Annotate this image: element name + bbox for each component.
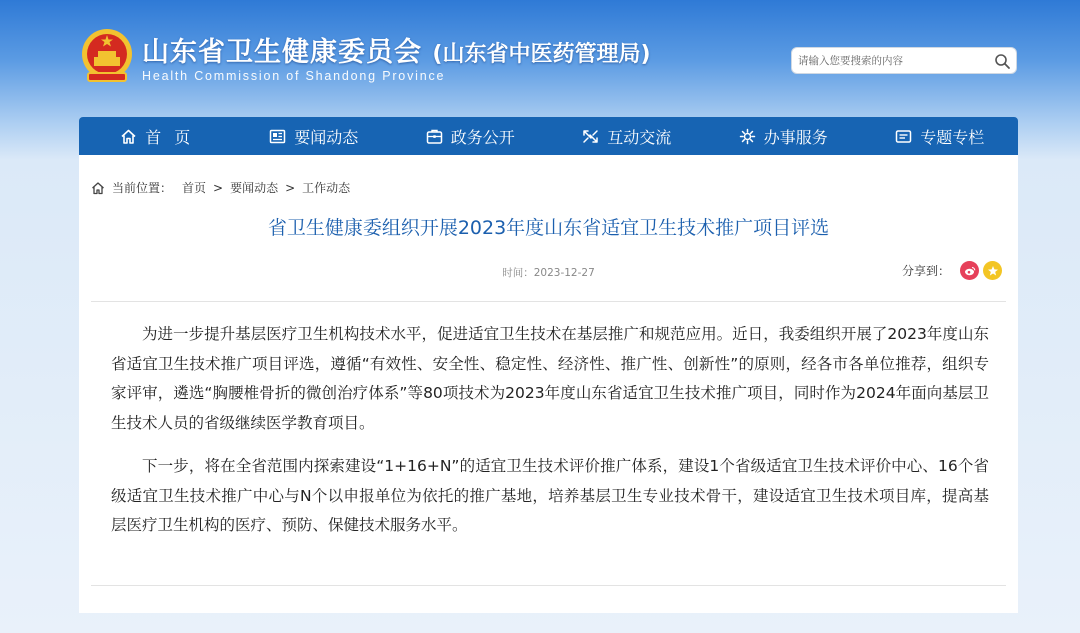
nav-item-news[interactable] <box>236 117 393 155</box>
nav-item-label: 办事服务 <box>763 127 828 147</box>
nav-item-label: 首 页 <box>145 127 195 147</box>
search-icon[interactable] <box>994 53 1011 70</box>
nav-item-label: 要闻动态 <box>294 127 359 147</box>
nav-item-interaction[interactable] <box>549 117 706 155</box>
nav-item-home[interactable] <box>79 117 236 155</box>
nav-item-label: 政务公开 <box>450 127 515 147</box>
breadcrumb-link-home[interactable]: 首页 <box>182 181 207 195</box>
topic-icon <box>895 128 912 145</box>
divider <box>91 585 1006 586</box>
breadcrumb-link-work[interactable]: 工作动态 <box>302 181 351 195</box>
weibo-share-icon[interactable] <box>960 261 979 280</box>
home-icon <box>120 128 137 145</box>
site-title-main: 山东省卫生健康委员会 <box>142 37 422 68</box>
home-icon <box>91 181 105 195</box>
site-title <box>142 30 651 69</box>
main-nav <box>79 117 1018 155</box>
breadcrumb-separator: > <box>213 180 224 195</box>
search-input[interactable] <box>798 51 988 70</box>
divider <box>91 301 1006 302</box>
national-emblem-icon <box>80 27 134 85</box>
government-icon <box>426 128 443 145</box>
nav-item-topic[interactable] <box>862 117 1019 155</box>
news-icon <box>269 128 286 145</box>
share-label: 分享到： <box>901 264 950 278</box>
share-bar <box>902 261 1002 280</box>
breadcrumb-separator: > <box>285 180 296 195</box>
article-body <box>111 320 989 555</box>
search-box <box>791 47 1017 74</box>
breadcrumb <box>91 179 350 196</box>
breadcrumb-link-news[interactable]: 要闻动态 <box>230 181 279 195</box>
breadcrumb-label: 当前位置： <box>112 181 173 195</box>
service-icon <box>739 128 756 145</box>
article-content <box>79 155 1018 613</box>
nav-item-service[interactable] <box>705 117 862 155</box>
article-paragraph: 为进一步提升基层医疗卫生机构技术水平，促进适宜卫生技术在基层推广和规范应用。近日，我委组织开展了2023年度山东省适宜卫生技术推广项目评选，遵循“有效性、安全性、稳定性、经济性、推广性、创新性”的原则，经各市各单位推荐，组织专家评审，遴选“胸腰椎骨折的微创治疗体系”等80项技术为2023年度山东省适宜卫生技术推广项目，同时作为2024年面向基层卫生技术人员的省级继续医学教育项目。 <box>111 325 989 432</box>
article-title: 省卫生健康委组织开展2023年度山东省适宜卫生技术推广项目评选 <box>267 217 830 239</box>
site-header <box>0 0 1080 117</box>
nav-item-label: 互动交流 <box>607 127 672 147</box>
publish-time: 时间：2023-12-27 <box>502 267 595 279</box>
site-title-suffix: (山东省中医药管理局) <box>432 42 651 67</box>
nav-item-government[interactable] <box>392 117 549 155</box>
site-subtitle: Health Commission of Shandong Province <box>142 69 446 83</box>
article-paragraph: 下一步，将在全省范围内探索建设“1+16+N”的适宜卫生技术评价推广体系，建设1个省级适宜卫生技术评价中心、16个省级适宜卫生技术推广中心与N个以申报单位为依托的推广基地，培养基层卫生专业技术骨干，建设适宜卫生技术项目库，提高基层医疗卫生机构的医疗、预防、保健技术服务水平。 <box>111 457 989 534</box>
nav-item-label: 专题专栏 <box>920 127 985 147</box>
interaction-icon <box>582 128 599 145</box>
favorite-share-icon[interactable] <box>983 261 1002 280</box>
